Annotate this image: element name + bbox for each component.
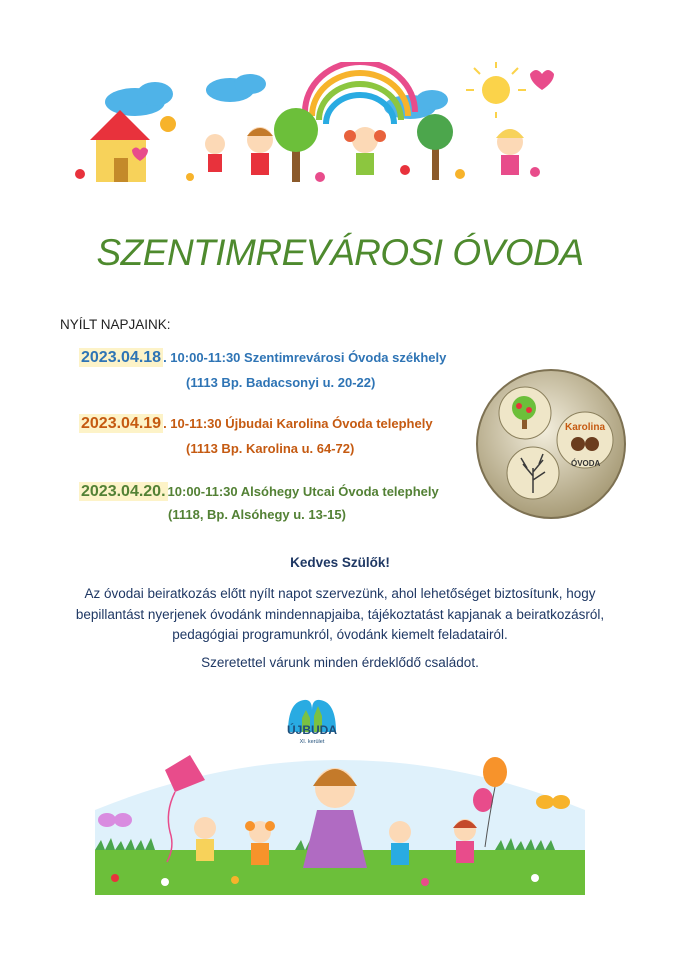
children-icon	[205, 127, 524, 175]
event-1-detail: . 10:00-11:30 Szentimrevárosi Óvoda székhely	[163, 350, 447, 365]
event-2	[79, 415, 433, 433]
event-3	[79, 483, 439, 501]
open-days-heading: NYÍLT NAPJAINK:	[60, 317, 171, 332]
event-1-address: (1113 Bp. Badacsonyi u. 20-22)	[186, 375, 376, 390]
rainbow-icon	[305, 62, 415, 124]
event-2-detail: . 10-11:30 Újbudai Karolina Óvoda telephely	[163, 416, 433, 431]
ball-icon	[160, 116, 176, 132]
kindergarten-logo	[475, 368, 627, 520]
greeting: Kedves Szülők!	[290, 555, 390, 570]
event-1-date: 2023.04.18	[81, 349, 162, 366]
cloud-icon	[105, 74, 448, 119]
page-title: SZENTIMREVÁROSI ÓVODA	[96, 232, 584, 273]
closing-text: Szeretettel várunk minden érdeklődő családot.	[201, 655, 479, 670]
event-2-date: 2023.04.19	[81, 415, 162, 432]
ujbuda-district: XI. kerület	[299, 739, 325, 745]
logo-ovoda: ÓVODA	[571, 459, 601, 468]
event-3-address: (1118, Bp. Alsóhegy u. 13-15)	[168, 507, 346, 522]
event-1	[79, 349, 446, 367]
sun-icon	[466, 62, 526, 118]
ujbuda-name: ÚJBUDA	[286, 723, 337, 737]
bottom-illustration	[95, 750, 585, 895]
event-3-detail: 10:00-11:30 Alsóhegy Utcai Óvoda telephely	[167, 484, 439, 499]
logo-karolina: Karolina	[565, 422, 606, 433]
house-icon	[90, 110, 150, 182]
body-text: Az óvodai beiratkozás előtt nyílt napot szervezünk, ahol lehetőséget biztosítunk, hogy bepillantást nyerjenek óvodánk mindennapjaiba, tájékoztatást kapjanak a beiratkozásról, pedagógiai programunkról, óvodánk kiemelt feladatairól.	[75, 586, 605, 642]
event-3-date: 2023.04.20.	[81, 483, 166, 500]
event-2-address: (1113 Bp. Karolina u. 64-72)	[186, 441, 355, 456]
heart-icon	[530, 70, 554, 90]
top-illustration	[60, 62, 560, 192]
